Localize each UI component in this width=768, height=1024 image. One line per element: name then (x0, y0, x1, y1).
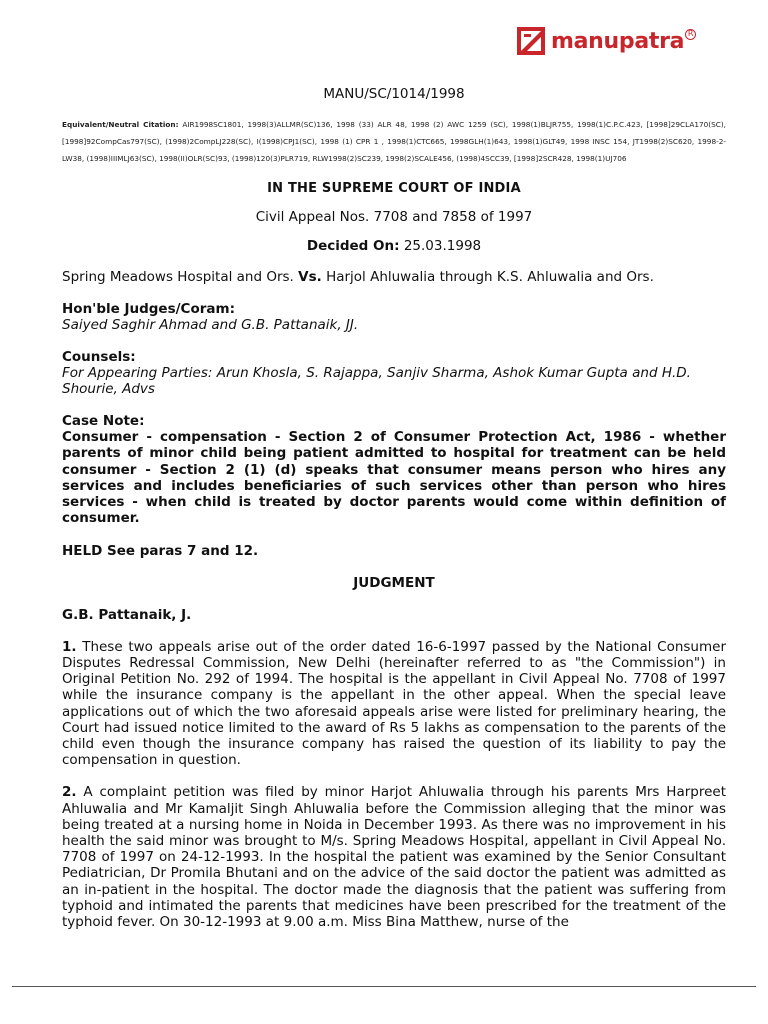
citation-label: Equivalent/Neutral Citation: (62, 120, 179, 129)
case-parties (62, 269, 726, 285)
paragraph-text: These two appeals arise out of the order dated 16-6-1997 passed by the National Consumer Disputes Redressal Commission, New Delhi (hereinafter referred to as "the Commission") in Original Petition No. 292 of 1994. The hospital is the appellant in Civil Appeal No. 7708 of 1997 while the insurance company is the appellant in the other appeal. When the special leave applications out of which the two aforesaid appeals arise were listed for preliminary hearing, the Court had issued notice limited to the award of Rs 5 lakhs as compensation to the parents of the child even though the insurance company has raised the question of its liability to pay the compensation in question. (62, 638, 726, 769)
case-note-text: Consumer - compensation - Section 2 of Consumer Protection Act, 1986 - whether parents of minor child being patient admitted to hospital for treatment can be held consumer - Section 2 (1) (d) speaks that consumer means person who hires any services and includes beneficiaries of such services other than person who hires services - when child is treated by doctor parents would come within definition of consumer. (62, 429, 726, 527)
manupatra-mark-icon (516, 26, 546, 56)
respondent: Harjol Ahluwalia through K.S. Ahluwalia and Ors. (326, 269, 654, 285)
judges-label: Hon'ble Judges/Coram: (62, 301, 235, 317)
judges-section (62, 301, 726, 333)
petitioner: Spring Meadows Hospital and Ors. (62, 269, 294, 285)
manu-citation-id: MANU/SC/1014/1998 (323, 86, 465, 102)
versus: Vs. (298, 269, 322, 285)
paragraph-text: A complaint petition was filed by minor Harjot Ahluwalia through his parents Mrs Harpreet Ahluwalia and Mr Kamaljit Singh Ahluwalia before the Commission alleging that the minor was being treated at a nursing home in Noida in December 1993. As there was no improvement in his health the said minor was brought to M/s. Spring Meadows Hospital, appellant in Civil Appeal No. 7708 of 1997 on 24-12-1993. In the hospital the patient was examined by the Senior Consultant Pediatrician, Dr Promila Bhutani and on the advice of the said doctor the patient was admitted as an in-patient in the hospital. The doctor made the diagnosis that the patient was suffering from typhoid and intimated the parents that medicines have been prescribed for the treatment of the typhoid fever. On 30-12-1993 at 9.00 a.m. Miss Bina Matthew, nurse of the (62, 784, 726, 931)
paragraph-number: 1. (62, 638, 77, 655)
case-note-section (62, 413, 726, 527)
decided-on (62, 238, 726, 254)
case-note-label: Case Note: (62, 413, 145, 429)
decided-label: Decided On: (306, 238, 400, 254)
paragraph-number: 2. (62, 784, 77, 801)
appeal-number: Civil Appeal Nos. 7708 and 7858 of 1997 (255, 209, 533, 225)
document-body (62, 86, 726, 946)
judgment-heading: JUDGMENT (353, 574, 435, 591)
registered-mark-icon: R (685, 29, 696, 40)
judges-names: Saiyed Saghir Ahmad and G.B. Pattanaik, JJ. (62, 317, 359, 333)
counsels-section (62, 349, 726, 397)
counsels-label: Counsels: (62, 349, 136, 365)
held-note: HELD See paras 7 and 12. (62, 542, 259, 559)
footer-divider (12, 986, 756, 987)
logo-wordmark: manupatra (551, 28, 685, 54)
paragraph (62, 639, 726, 769)
counsels-text: For Appearing Parties: Arun Khosla, S. Rajappa, Sanjiv Sharma, Ashok Kumar Gupta and H.D. Shourie, Advs (62, 365, 691, 397)
manupatra-logo (516, 24, 712, 58)
judge-name: G.B. Pattanaik, J. (62, 606, 192, 623)
paragraph (62, 784, 726, 930)
decided-date: 25.03.1998 (403, 238, 482, 254)
equivalent-citations (62, 116, 726, 167)
court-name: IN THE SUPREME COURT OF INDIA (267, 181, 521, 196)
citation-text: AIR1998SC1801, 1998(3)ALLMR(SC)136, 1998 (33) ALR 48, 1998 (2) AWC 1259 (SC), 1998(1)BLJR755, 1998(1)C.P.C.423, [1998]29CLA170(SC), [1998]92CompCas797(SC), (1998)2CompLJ228(SC), I(1998)CPJ1(SC), 1998 (1) CPR 1 , 1998(1)CTC665, 1998GLH(1)643, 1998(1)GLT49, 1998 INSC 154, JT1998(2)SC620, 1998-2-LW38, (1998)IIIMLJ63(SC), 1998(II)OLR(SC)93, (1998)120(3)PLR719, RLW1998(2)SC239, 1998(2)SCALE456, (1998)4SCC39, [1998]2SCR428, 1998(1)UJ706 (62, 120, 726, 163)
